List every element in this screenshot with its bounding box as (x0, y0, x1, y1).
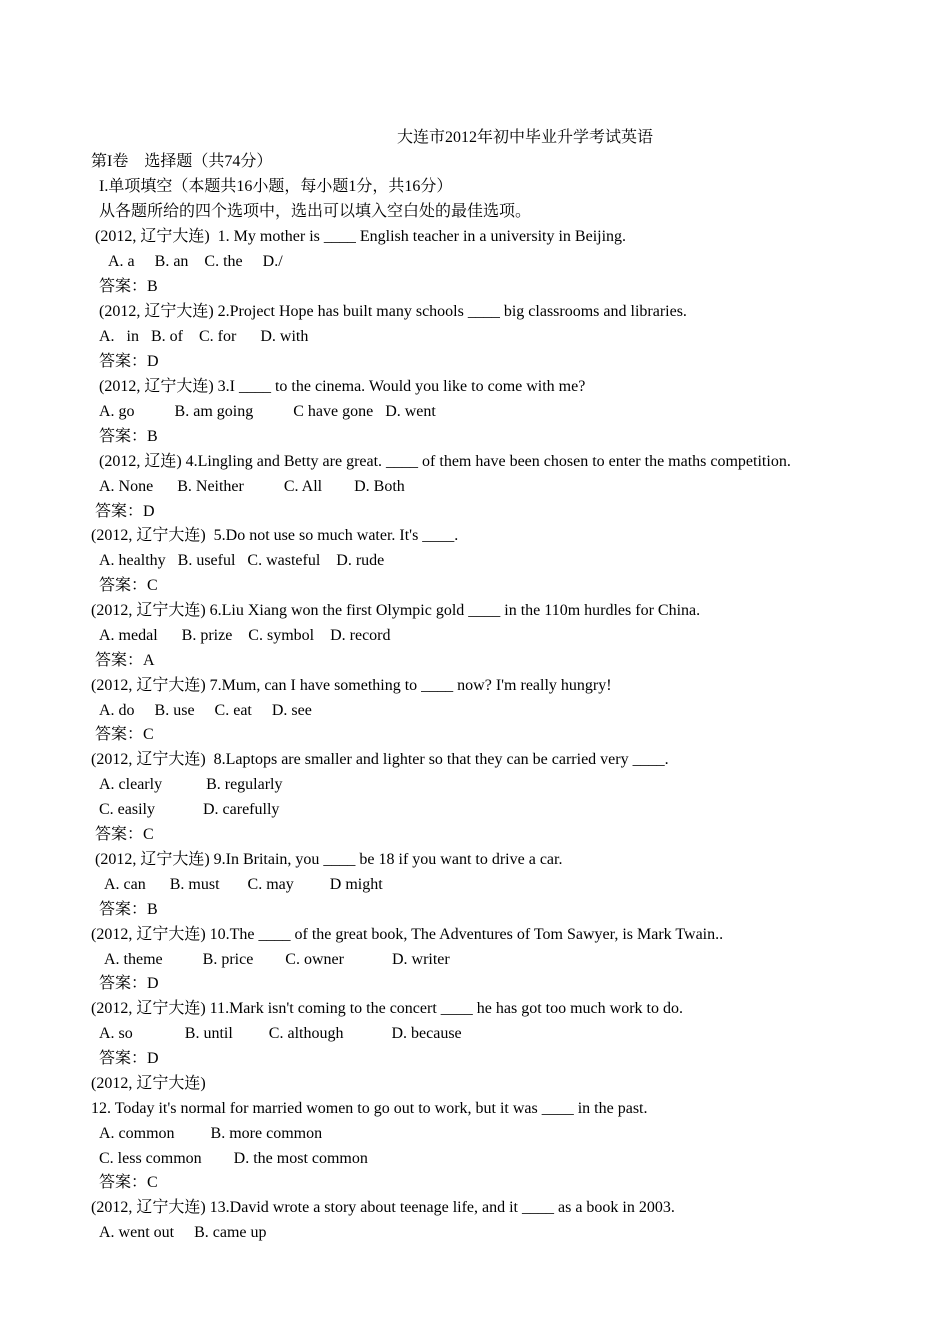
answer-6: 答案：A (95, 652, 155, 669)
options-7: A. do B. use C. eat D. see (99, 702, 312, 719)
options-2: A. in B. of C. for D. with (99, 328, 309, 345)
options-8b: C. easily D. carefully (99, 801, 280, 818)
answer-10: 答案：D (99, 975, 159, 992)
question-11: (2012, 辽宁大连) 11.Mark isn't coming to the concert ____ he has got too much work to do. (91, 1000, 683, 1017)
answer-3: 答案：B (99, 428, 158, 445)
answer-4: 答案：D (95, 503, 155, 520)
options-12a: A. common B. more common (99, 1125, 323, 1142)
options-13: A. went out B. came up (99, 1224, 267, 1241)
question-13: (2012, 辽宁大连) 13.David wrote a story about teenage life, and it ____ as a book in 2003. (91, 1199, 675, 1216)
answer-2: 答案：D (99, 353, 159, 370)
answer-7: 答案：C (95, 726, 154, 743)
options-6: A. medal B. prize C. symbol D. record (99, 627, 391, 644)
answer-5: 答案：C (99, 577, 158, 594)
answer-9: 答案：B (99, 901, 158, 918)
section-heading: 第I卷 选择题（共74分） (91, 153, 273, 170)
answer-1: 答案：B (99, 278, 158, 295)
answer-8: 答案：C (95, 826, 154, 843)
question-12-source: (2012, 辽宁大连) (91, 1075, 206, 1092)
options-8a: A. clearly B. regularly (99, 776, 283, 793)
question-8: (2012, 辽宁大连) 8.Laptops are smaller and lighter so that they can be carried very ____. (91, 751, 669, 768)
question-4: (2012, 辽连) 4.Lingling and Betty are great. ____ of them have been chosen to enter the maths competition. (99, 453, 791, 470)
question-9: (2012, 辽宁大连) 9.In Britain, you ____ be 18 if you want to drive a car. (95, 851, 563, 868)
options-4: A. None B. Neither C. All D. Both (99, 478, 405, 495)
options-11: A. so B. until C. although D. because (99, 1025, 462, 1042)
options-10: A. theme B. price C. owner D. writer (104, 951, 450, 968)
options-1: A. a B. an C. the D./ (108, 253, 283, 270)
question-12: 12. Today it's normal for married women to go out to work, but it was ____ in the past. (91, 1100, 648, 1117)
options-3: A. go B. am going C have gone D. went (99, 403, 436, 420)
question-3: (2012, 辽宁大连) 3.I ____ to the cinema. Would you like to come with me? (99, 378, 586, 395)
question-1: (2012, 辽宁大连) 1. My mother is ____ English teacher in a university in Beijing. (95, 228, 627, 245)
question-10: (2012, 辽宁大连) 10.The ____ of the great book, The Adventures of Tom Sawyer, is Mark Twain.. (91, 926, 724, 943)
question-6: (2012, 辽宁大连) 6.Liu Xiang won the first Olympic gold ____ in the 110m hurdles for China. (91, 602, 701, 619)
instruction-text: 从各题所给的四个选项中，选出可以填入空白处的最佳选项。 (99, 203, 532, 220)
answer-12: 答案：C (99, 1174, 158, 1191)
options-5: A. healthy B. useful C. wasteful D. rude (99, 552, 385, 569)
question-7: (2012, 辽宁大连) 7.Mum, can I have something to ____ now? I'm really hungry! (91, 677, 612, 694)
options-9: A. can B. must C. may D might (104, 876, 383, 893)
answer-11: 答案：D (99, 1050, 159, 1067)
document-title: 大连市2012年初中毕业升学考试英语 (397, 129, 654, 146)
options-12b: C. less common D. the most common (99, 1150, 368, 1167)
question-5: (2012, 辽宁大连) 5.Do not use so much water. It's ____. (91, 527, 459, 544)
question-2: (2012, 辽宁大连) 2.Project Hope has built many schools ____ big classrooms and libraries. (99, 303, 687, 320)
part-heading: I.单项填空（本题共16小题，每小题1分，共16分） (99, 178, 453, 195)
